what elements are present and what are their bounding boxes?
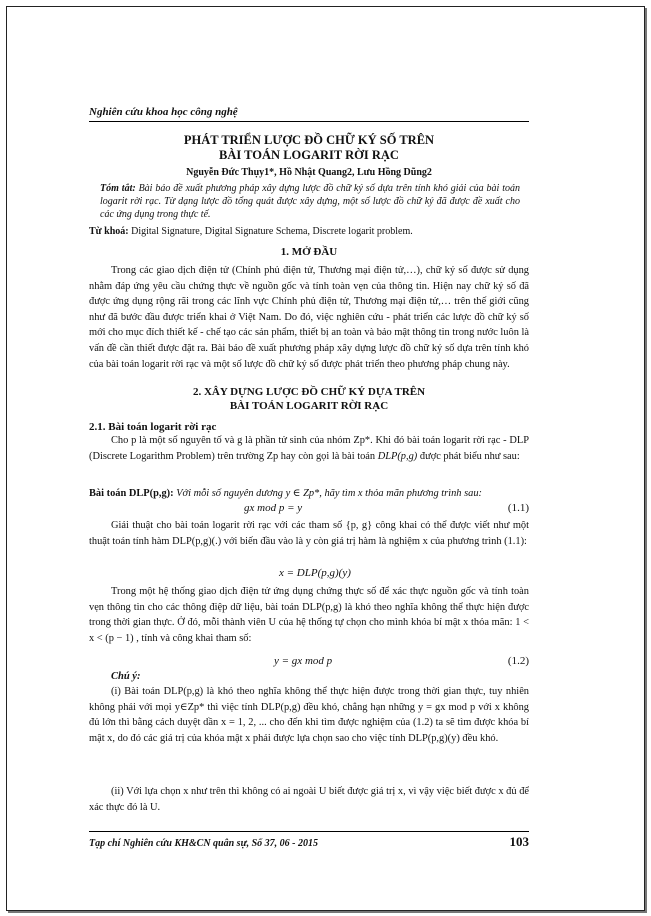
- p1a-text: Cho p là một số nguyên tố và g là phần tử sinh của nhóm Zp*. Khi đó bài toán logarit rời rạc - DLP (Discrete Logarithm Problem) trên trường Zp hay còn gọi là bài toán: [89, 435, 529, 462]
- header-rule: [89, 121, 529, 122]
- paragraph-algorithm: Giải thuật cho bài toán logarit rời rạc với các tham số {p, g} công khai có thể được viết như một thuật toán tính hàm DLP(p,g)(.) với biến đầu vào là y còn giá trị hàm là nghiệm x của phương trình (1.1):: [89, 520, 529, 547]
- section-1-heading: 1. MỞ ĐẦU: [280, 246, 338, 258]
- page-number: 103: [509, 834, 529, 849]
- subsection-2-1-heading: 2.1. Bài toán logarit rời rạc: [89, 421, 217, 433]
- abstract-text: Bài báo đề xuất phương pháp xây dựng lược đồ chữ ký số dựa trên tính khó giải của bài toán logarit rời rạc. Từ dạng lược đồ tổng quát được xây dựng, một số lược đồ chữ ký đã được đề xuất cho các ứng dụng trong thực tế.: [100, 183, 520, 220]
- abstract: [100, 182, 520, 221]
- p1b-text: được phát biểu như sau:: [419, 450, 520, 462]
- keywords-text: Digital Signature, Digital Signature Schema, Discrete logarit problem.: [131, 226, 413, 237]
- equation-1-1-expr: gx mod p = y: [244, 502, 303, 514]
- equation-1-1-number: (1.1): [507, 502, 529, 514]
- keywords-label: Từ khoá:: [89, 226, 129, 237]
- section-2-heading-line-2: BÀI TOÁN LOGARIT RỜI RẠC: [229, 400, 389, 412]
- paragraph-problem-intro: [89, 433, 529, 464]
- running-header: Nghiên cứu khoa học công nghệ: [89, 106, 238, 118]
- footer-journal: Tạp chí Nghiên cứu KH&CN quân sự, Số 37, 06 - 2015: [89, 838, 318, 849]
- note-1: (i) Bài toán DLP(p,g) là khó theo nghĩa không thể thực hiện được trong thời gian thực, tuy nhiên không phải với mọi y∈Zp* thì việc tính DLP(p,g) đều khó, chẳng hạn những y = gx mod p với x không đủ lớn thì bằng cách duyệt dần x = 1, 2, ... cho đến khi tìm được nghiệm của (1.2) ta sẽ tìm được khóa bí mật x, do đó các giá trị của khóa mật x phải được lựa chọn sao cho việc tính DLP(p,g)(y) đều khó.: [89, 686, 529, 744]
- footer-rule: [89, 831, 529, 832]
- dlp-term: DLP(p,g): [377, 450, 418, 462]
- problem-text: Với mỗi số nguyên dương y ∈ Zp*, hãy tìm x thỏa mãn phương trình sau:: [176, 488, 482, 499]
- section-2-heading-line-1: 2. XÂY DỰNG LƯỢC ĐỒ CHỮ KÝ DỰA TRÊN: [192, 386, 426, 398]
- abstract-label: Tóm tắt:: [100, 183, 136, 194]
- authors: Nguyễn Đức Thụy1*, Hồ Nhật Quang2, Lưu Hồng Dũng2: [186, 167, 432, 178]
- equation-dlp-expr: x = DLP(p,g)(y): [279, 567, 351, 579]
- note-2: (ii) Với lựa chọn x như trên thì không có ai ngoài U biết được giá trị x, vì vậy việc biết được x đủ để xác thực đó là U.: [89, 786, 529, 813]
- keywords: [89, 226, 529, 237]
- equation-1-2-expr: y = gx mod p: [274, 655, 333, 667]
- problem-label: Bài toán DLP(p,g):: [89, 488, 174, 499]
- title-line-1: PHÁT TRIỂN LƯỢC ĐỒ CHỮ KÝ SỐ TRÊN: [183, 133, 435, 147]
- problem-statement: [89, 486, 529, 502]
- title-line-2: BÀI TOÁN LOGARIT RỜI RẠC: [219, 148, 399, 162]
- equation-1-2-number: (1.2): [507, 655, 529, 667]
- section-1-paragraph: Trong các giao dịch điện tử (Chính phủ điện tử, Thương mại điện tử,…), chữ ký số được sử dụng nhằm đáp ứng yêu cầu chứng thực về nguồn gốc và tính toàn vẹn của thông tin. Hiện nay chữ ký số đã được ứng dụng rộng rãi trong các lĩnh vực Chính phủ điện tử, Thương mại điện tử,… trên thế giới cũng như đã bước đầu được triển khai ở Việt Nam. Do đó, việc nghiên cứu - phát triển các lược đồ chữ ký số mới cho mục đích thiết kế - chế tạo các sản phẩm, thiết bị an toàn và bảo mật thông tin trong nước luôn là vấn đề cần thiết được đặt ra. Bài báo đề xuất phương pháp xây dựng lược đồ chữ ký số dựa trên tính khó của bài toán logarit rời rạc và một số lược đồ chữ ký số được phát triển theo phương pháp chung này.: [89, 265, 529, 370]
- paragraph-system: Trong một hệ thống giao dịch điện tử ứng dụng chứng thực số để xác thực nguồn gốc và tính toàn vẹn thông tin cho các thông điệp dữ liệu, bài toán DLP(p,g) là khó theo nghĩa không thể thực hiện được trong thời gian thực. Ở đó, mỗi thành viên U của hệ thống tự chọn cho mình khóa bí mật x thỏa mãn: 1 < x < (p − 1) , tính và công khai tham số:: [89, 586, 529, 644]
- note-label: Chú ý:: [111, 671, 141, 682]
